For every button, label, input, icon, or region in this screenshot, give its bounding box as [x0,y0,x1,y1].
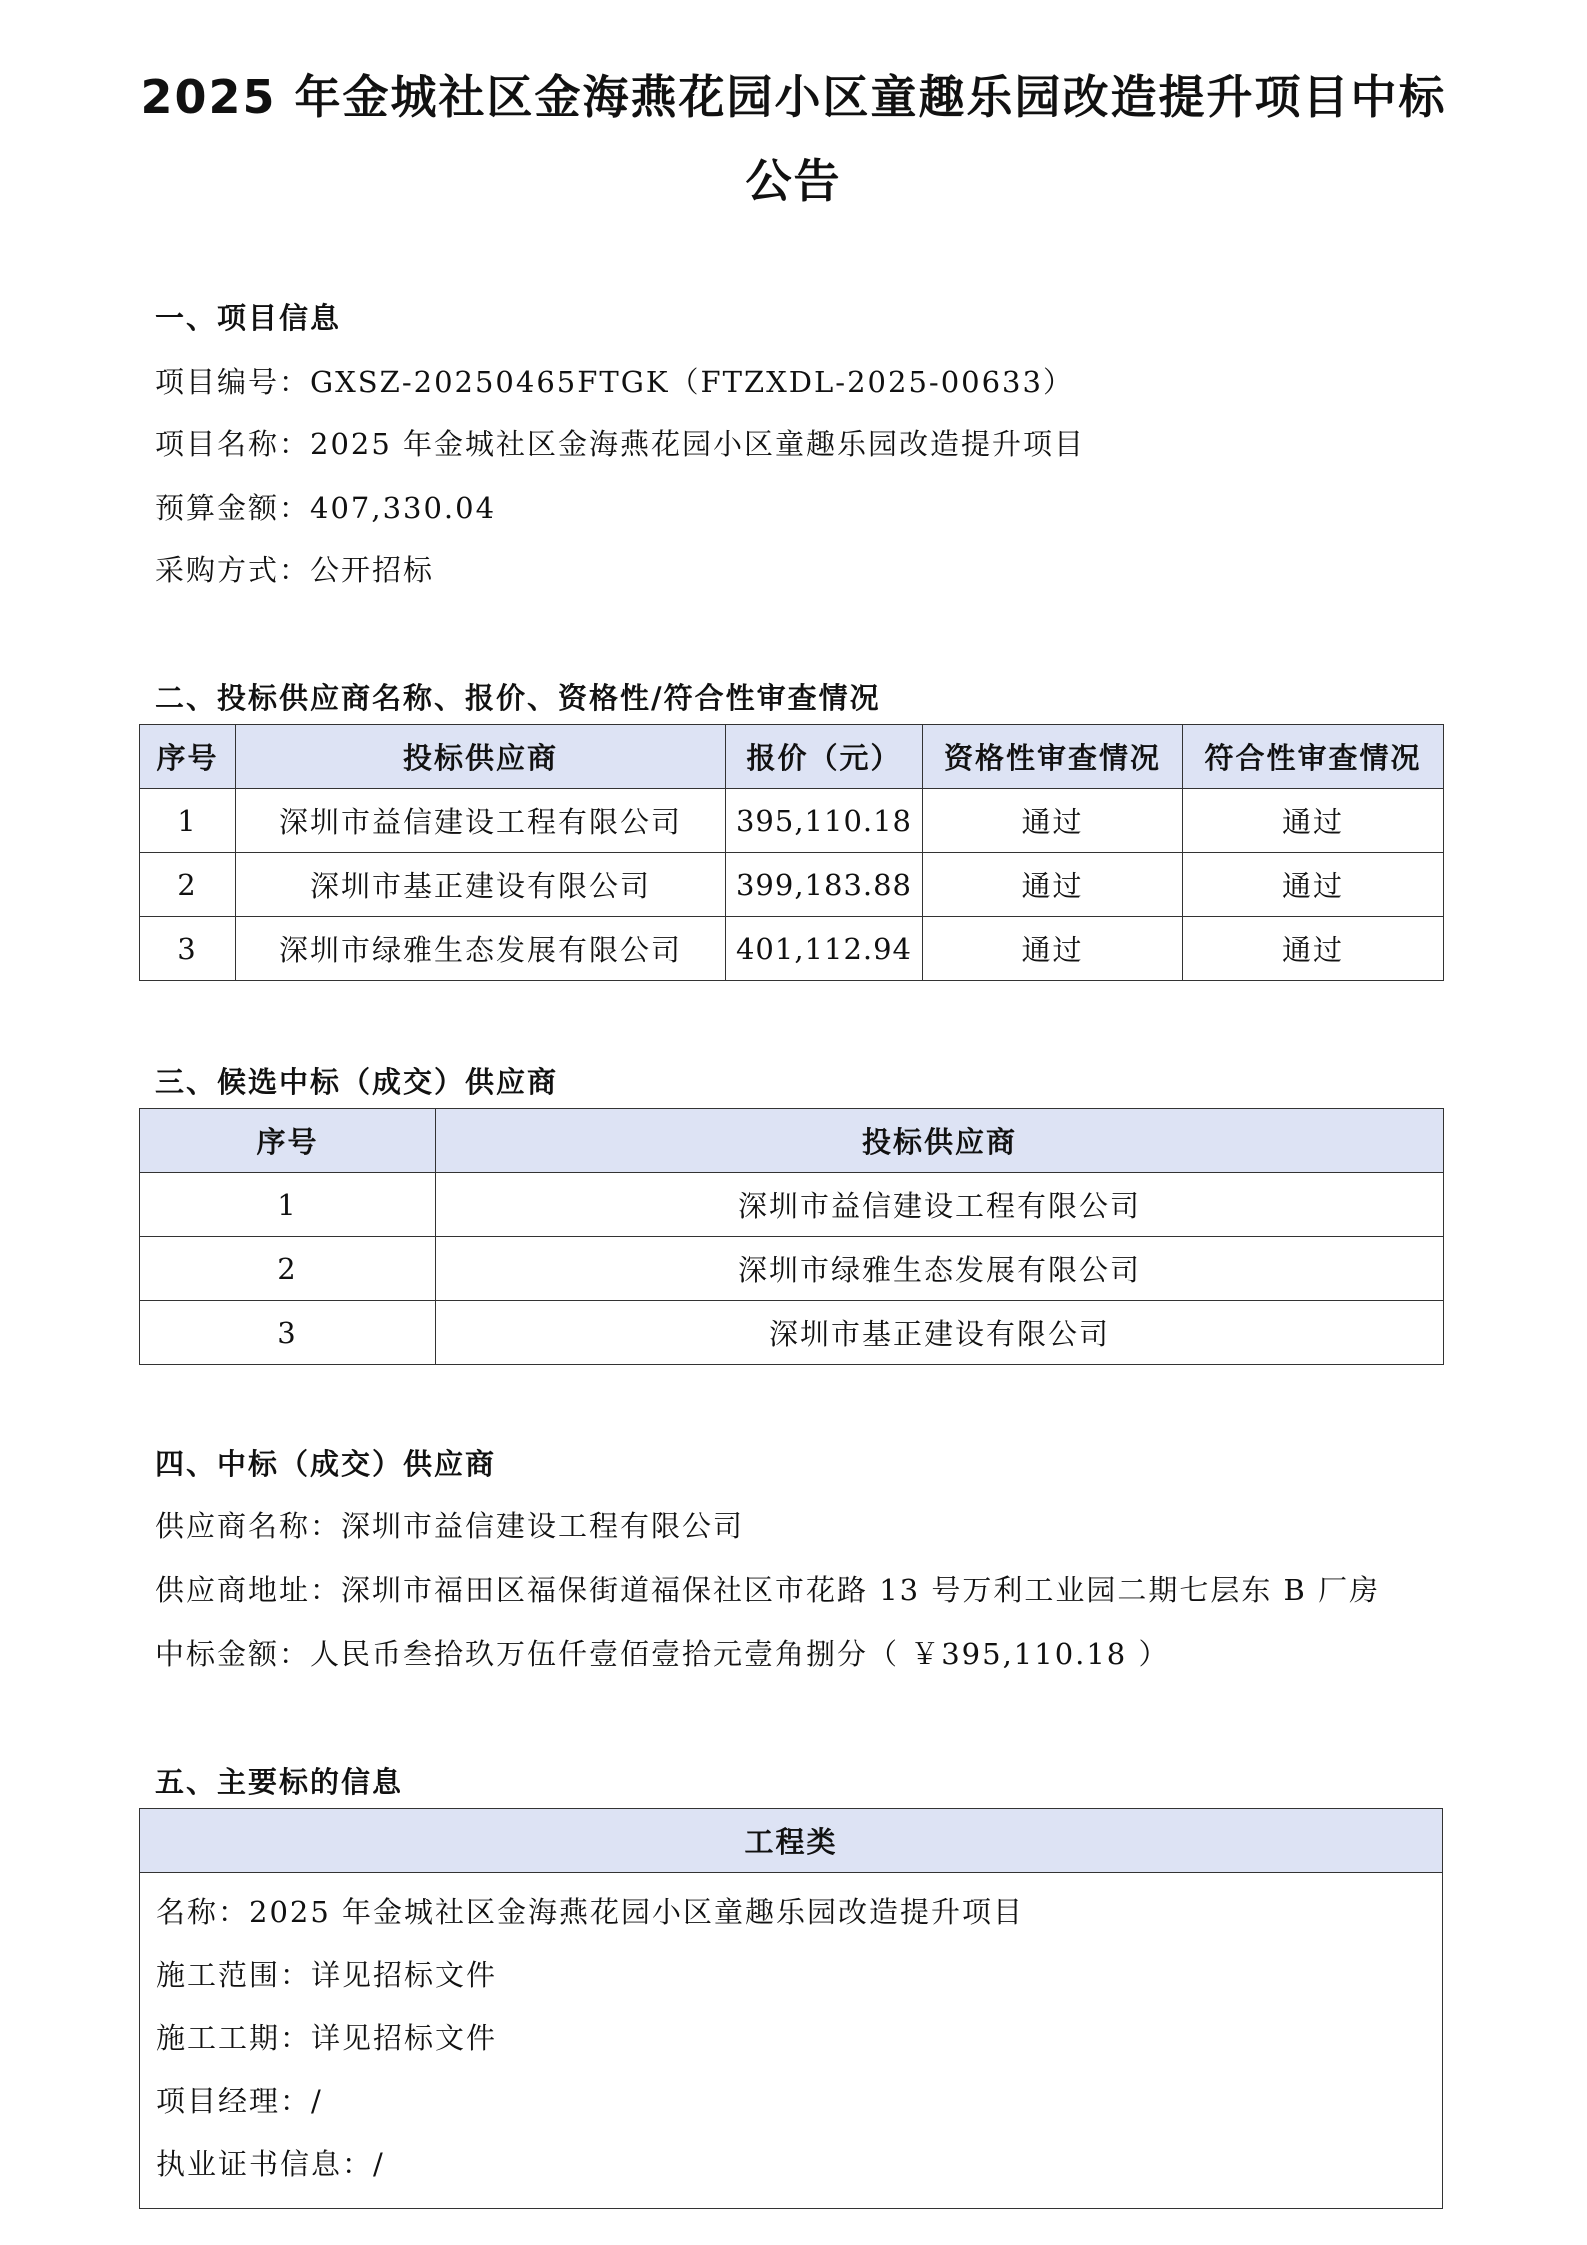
winner-address: 供应商地址：深圳市福田区福保街道福保社区市花路 13 号万利工业园二期七层东 B 厂房 [155,1573,1381,1607]
license-info: 执业证书信息：/ [156,2147,385,2181]
subject-info-body [140,1873,1443,2209]
header-price: 报价（元） [726,725,923,789]
winning-amount: 中标金额：人民币叁拾玖万伍仟壹佰壹拾元壹角捌分（ ￥395,110.18 ） [155,1637,1170,1671]
section-heading-bid-review: 二、投标供应商名称、报价、资格性/符合性审查情况 [155,681,881,715]
row-qualification: 通过 [923,917,1183,981]
document-title-line-1: 2025 年金城社区金海燕花园小区童趣乐园改造提升项目中标 [140,70,1447,124]
subject-info-table [139,1808,1443,2209]
subject-name: 名称：2025 年金城社区金海燕花园小区童趣乐园改造提升项目 [156,1895,1025,1929]
header-qualification: 资格性审查情况 [923,725,1183,789]
row-supplier: 深圳市益信建设工程有限公司 [236,789,726,853]
row-compliance: 通过 [1183,917,1444,981]
section-heading-candidates: 三、候选中标（成交）供应商 [155,1065,559,1099]
budget-amount: 预算金额：407,330.04 [155,491,497,525]
table-row [140,917,1444,981]
section-heading-subject-info: 五、主要标的信息 [155,1765,404,1799]
row-no: 3 [140,917,236,981]
row-no: 1 [140,1173,436,1237]
row-qualification: 通过 [923,789,1183,853]
candidate-table [139,1108,1444,1365]
project-manager: 项目经理：/ [156,2084,323,2118]
procurement-method: 采购方式：公开招标 [155,553,435,587]
row-supplier: 深圳市益信建设工程有限公司 [436,1173,1444,1237]
header-engineering-category: 工程类 [140,1809,1443,1873]
row-no: 2 [140,853,236,917]
winner-name: 供应商名称：深圳市益信建设工程有限公司 [155,1509,745,1543]
header-no: 序号 [140,725,236,789]
row-supplier: 深圳市绿雅生态发展有限公司 [436,1237,1444,1301]
construction-scope: 施工范围：详见招标文件 [156,1958,498,1992]
row-supplier: 深圳市基正建设有限公司 [436,1301,1444,1365]
table-row [140,1301,1444,1365]
table-header-row [140,725,1444,789]
table-header-row [140,1809,1443,1873]
project-number: 项目编号：GXSZ-20250465FTGK（FTZXDL-2025-00633） [155,365,1074,399]
row-price: 395,110.18 [726,789,923,853]
header-supplier: 投标供应商 [236,725,726,789]
row-qualification: 通过 [923,853,1183,917]
row-supplier: 深圳市绿雅生态发展有限公司 [236,917,726,981]
table-row [140,789,1444,853]
table-row [140,1173,1444,1237]
header-supplier: 投标供应商 [436,1109,1444,1173]
bid-review-table [139,724,1444,981]
project-name: 项目名称：2025 年金城社区金海燕花园小区童趣乐园改造提升项目 [155,427,1086,461]
subject-info-cell [140,1873,1443,2209]
row-no: 3 [140,1301,436,1365]
table-row [140,853,1444,917]
header-compliance: 符合性审查情况 [1183,725,1444,789]
row-compliance: 通过 [1183,853,1444,917]
construction-period: 施工工期：详见招标文件 [156,2021,498,2055]
row-price: 401,112.94 [726,917,923,981]
document-title-line-2: 公告 [745,154,842,208]
table-header-row [140,1109,1444,1173]
row-no: 2 [140,1237,436,1301]
section-heading-winner: 四、中标（成交）供应商 [155,1447,497,1481]
row-price: 399,183.88 [726,853,923,917]
section-heading-project-info: 一、项目信息 [155,301,342,335]
row-no: 1 [140,789,236,853]
table-row [140,1237,1444,1301]
row-supplier: 深圳市基正建设有限公司 [236,853,726,917]
header-no: 序号 [140,1109,436,1173]
row-compliance: 通过 [1183,789,1444,853]
